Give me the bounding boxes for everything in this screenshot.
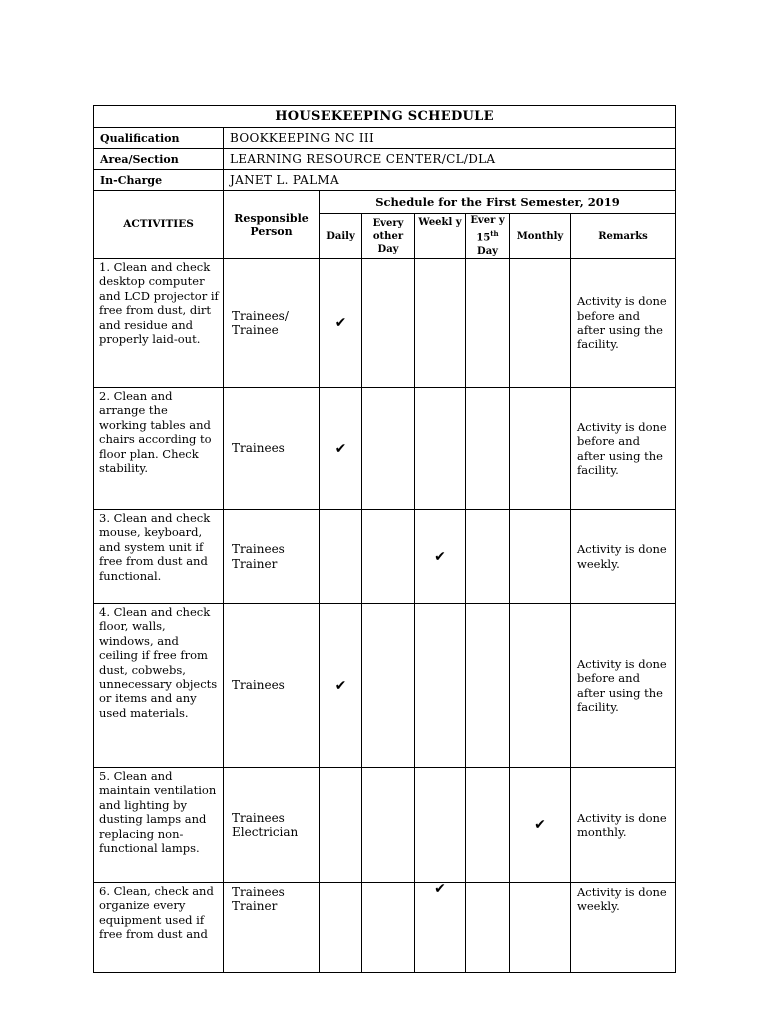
empty-cell (466, 259, 510, 388)
empty-cell (362, 604, 415, 768)
check-daily: ✔ (320, 388, 362, 510)
empty-cell (362, 510, 415, 604)
empty-cell (362, 388, 415, 510)
activity-cell: 3. Clean and check mouse, keyboard, and system unit if free from dust and functional. (94, 510, 224, 604)
responsible-cell: Trainees Electrician (224, 768, 320, 883)
remarks-header: Remarks (571, 214, 676, 259)
responsible-cell: Trainees Trainer (224, 510, 320, 604)
incharge-value: JANET L. PALMA (224, 170, 676, 191)
every-15th-sup: th (490, 229, 499, 239)
responsible-header: Responsible Person (224, 191, 320, 259)
responsible-cell: Trainees (224, 604, 320, 768)
daily-header: Daily (320, 214, 362, 259)
remarks-cell: Activity is done before and after using the facility. (571, 604, 676, 768)
table-row (94, 510, 676, 604)
remarks-cell: Activity is done weekly. (571, 883, 676, 973)
remarks-cell: Activity is done monthly. (571, 768, 676, 883)
empty-cell (466, 768, 510, 883)
responsible-cell: Trainees (224, 388, 320, 510)
check-daily: ✔ (320, 604, 362, 768)
check-daily: ✔ (320, 259, 362, 388)
empty-cell (320, 768, 362, 883)
empty-cell (510, 883, 571, 973)
remarks-cell: Activity is done before and after using the facility. (571, 388, 676, 510)
every-other-day-header: Every other Day (362, 214, 415, 259)
empty-cell (466, 510, 510, 604)
empty-cell (510, 259, 571, 388)
activity-cell: 1. Clean and check desktop computer and LCD projector if free from dust, dirt and residue and properly laid-out. (94, 259, 224, 388)
empty-cell (510, 388, 571, 510)
empty-cell (415, 768, 466, 883)
activity-cell: 2. Clean and arrange the working tables and chairs according to floor plan. Check stability. (94, 388, 224, 510)
responsible-cell: Trainees/ Trainee (224, 259, 320, 388)
empty-cell (415, 604, 466, 768)
document-title: HOUSEKEEPING SCHEDULE (94, 106, 676, 128)
empty-cell (466, 883, 510, 973)
responsible-cell: Trainees Trainer (224, 883, 320, 973)
empty-cell (466, 604, 510, 768)
table-row (94, 883, 676, 973)
housekeeping-schedule-table (93, 105, 676, 973)
check-weekly: ✔ (415, 883, 466, 973)
check-weekly: ✔ (415, 510, 466, 604)
empty-cell (362, 768, 415, 883)
check-monthly: ✔ (510, 768, 571, 883)
empty-cell (466, 388, 510, 510)
remarks-cell: Activity is done weekly. (571, 510, 676, 604)
activity-cell: 4. Clean and check floor, walls, windows, and ceiling if free from dust, cobwebs, unnecessary objects or items and any used materials. (94, 604, 224, 768)
area-label: Area/Section (94, 149, 224, 170)
remarks-cell: Activity is done before and after using the facility. (571, 259, 676, 388)
empty-cell (320, 883, 362, 973)
qualification-label: Qualification (94, 128, 224, 149)
table-row (94, 604, 676, 768)
every-15th-text: Ever y 15 (470, 215, 505, 244)
schedule-header: Schedule for the First Semester, 2019 (320, 191, 676, 214)
monthly-header: Monthly (510, 214, 571, 259)
area-value: LEARNING RESOURCE CENTER/CL/DLA (224, 149, 676, 170)
incharge-label: In-Charge (94, 170, 224, 191)
table-row (94, 388, 676, 510)
table-row (94, 768, 676, 883)
table-row (94, 259, 676, 388)
every-15th-day: Day (477, 245, 498, 257)
empty-cell (362, 259, 415, 388)
activity-cell: 6. Clean, check and organize every equipment used if free from dust and (94, 883, 224, 973)
empty-cell (510, 510, 571, 604)
empty-cell (362, 883, 415, 973)
empty-cell (415, 259, 466, 388)
empty-cell (320, 510, 362, 604)
qualification-value: BOOKKEEPING NC III (224, 128, 676, 149)
activities-header: ACTIVITIES (94, 191, 224, 259)
empty-cell (415, 388, 466, 510)
activity-cell: 5. Clean and maintain ventilation and lighting by dusting lamps and replacing non-functional lamps. (94, 768, 224, 883)
weekly-header: Weekl y (415, 214, 466, 259)
every-15th-day-header (466, 214, 510, 259)
empty-cell (510, 604, 571, 768)
